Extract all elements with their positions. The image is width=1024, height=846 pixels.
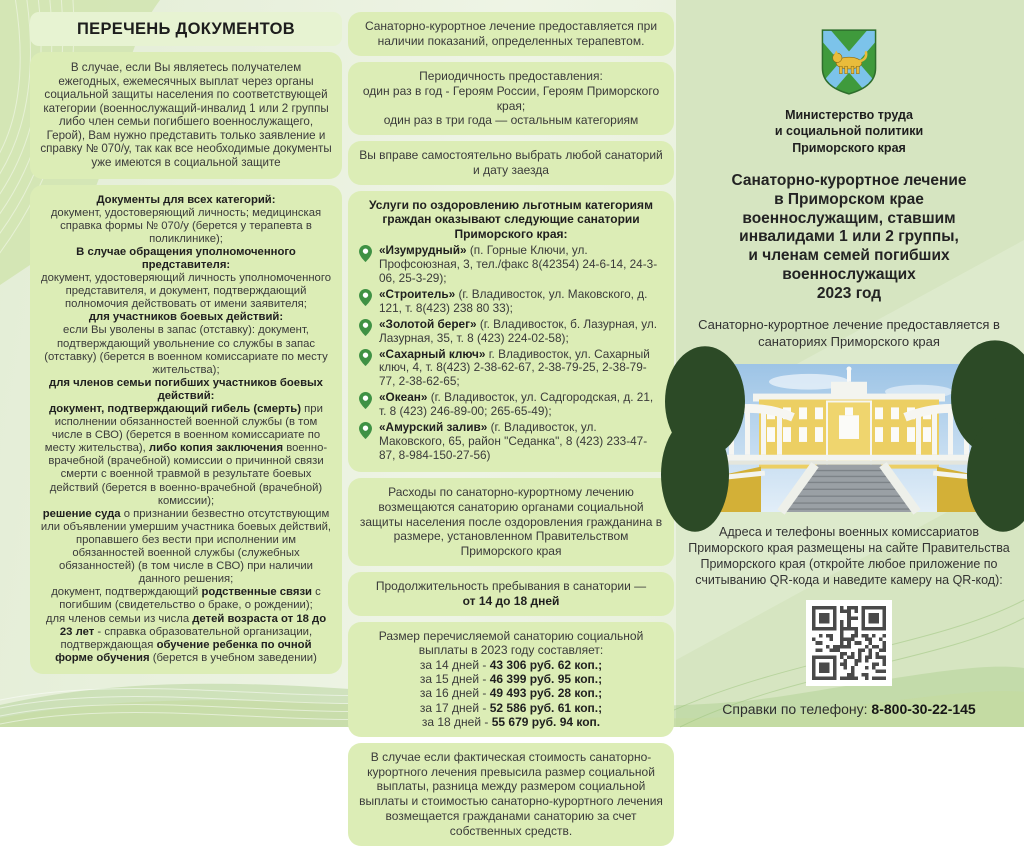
map-pin-icon	[359, 244, 376, 286]
sanatorium-photo	[689, 364, 1009, 512]
hotline-phone: Справки по телефону: 8-800-30-22-145	[722, 701, 976, 718]
intro-note-box	[30, 52, 342, 179]
choice-text: Вы вправе самостоятельно выбрать любой санаторий и дату заезда	[359, 148, 663, 178]
primorsky-krai-crest-icon	[820, 28, 878, 96]
sanatoria-item	[359, 391, 663, 419]
sanatorium-entry: «Изумрудный» (п. Горные Ключи, ул. Профсоюзная, 3, тел./факс 8(42354) 24-6-14, 24-3-06, 25-3-29);	[379, 243, 658, 285]
phone-number: 8-800-30-22-145	[871, 701, 976, 718]
indications-box	[348, 12, 674, 56]
payment-row: за 14 дней - 43 306 руб. 62 коп.;	[419, 657, 603, 672]
sanatorium-entry: «Океан» (г. Владивосток, ул. Садгородская, д. 21, т. 8 (423) 246-89-00; 265-65-49);	[379, 390, 654, 419]
brochure-subtitle: Санаторно-курортное лечение предоставляется в санаториях Приморского края	[698, 317, 1000, 349]
sanatorium-entry: «Амурский залив» (г. Владивосток, ул. Маковского, 65, район "Седанка", 8 (423) 233-47-87, 8-984-150-27-56)	[379, 420, 648, 462]
info-column	[348, 12, 674, 846]
military-commissariat-note: Адреса и телефоны военных комиссариатов Приморского края размещены на сайте Правительства Приморского края (откройте любое приложение по считыванию QR-кода и наведите камеру на QR-код):	[688, 524, 1010, 588]
sanatoria-item	[359, 288, 663, 316]
documents-header: ПЕРЕЧЕНЬ ДОКУМЕНТОВ	[77, 19, 295, 38]
payment-row: за 18 дней - 55 679 руб. 94 коп.	[421, 715, 601, 730]
sanatorium-entry: «Золотой берег» (г. Владивосток, б. Лазурная, ул. Лазурная, 35, т. 8 (423) 224-02-58);	[379, 316, 658, 345]
sanatoria-box	[348, 191, 674, 472]
map-pin-icon	[359, 391, 376, 419]
payment-row: за 16 дней - 49 493 руб. 28 коп.;	[419, 686, 603, 701]
map-pin-icon	[359, 421, 376, 463]
payment-box	[348, 622, 674, 737]
expenses-box	[348, 478, 674, 566]
map-pin-icon	[359, 318, 376, 346]
expenses-text: Расходы по санаторно-курортному лечению возмещаются санаторию органами социальной защиты населения после оздоровления гражданина в размере, установленном Правительством Приморского края	[359, 484, 663, 559]
map-pin-icon	[359, 288, 376, 316]
sanatoria-item	[359, 318, 663, 346]
map-pin-icon	[359, 348, 376, 390]
payment-row: за 15 дней - 46 399 руб. 95 коп.;	[419, 672, 603, 687]
sanatorium-entry: «Строитель» (г. Владивосток, ул. Маковского, д. 121, т. 8(423) 238 80 33);	[379, 286, 648, 315]
documents-list-box: Документы для всех категорий: документ, удостоверяющий личность; медицинская справка формы № 070/у (берется у терапевта в поликлинике); В случае обращения уполномоченного представителя: документ, удостоверяющий личность уполномоченного представителя, и документ, подтверждающий полномочия действовать от имени заявителя; для участников боевых действий: если Вы уволены в запас (отставку): документ, подтверждающий увольнение со службы в запас (отставку) (берется в военном комиссариате по месту жительства); для членов семьи погибших участников боевых действий: документ, подтверждающий гибель (смерть) при исполнении обязанностей военной службы (в том числе в СВО) (берется в военном комиссариате по месту жительства), либо копия заключения военно-врачебной (врачебной) комиссии о причинной связи смерти с военной травмой в результате боевых действий (берется в военно-врачебной (врачебной) комиссии); решение суда о признании безвестно отсутствующим или объявлении умершим участника боевых действий, пропавшего без вести при исполнении им обязанностей военной службы (служебных обязанностей) (в том числе в СВО) при наличии данного решения; документ, подтверждающий родственные связи с погибшим (свидетельство о браке, о рождении); для членов семьи из числа детей возраста от 18 до 23 лет - справка образовательной организации, подтверждающая обучение ребенка по очной форме обучения (берется в учебном заведении)	[30, 185, 342, 674]
sanatorium-entry: «Сахарный ключ» г. Владивосток, ул. Сахарный ключ, 4, т. 8(423) 2-38-62-67, 2-38-79-25, 2-38-79-77, 2-38-62-65;	[379, 346, 650, 389]
qr-code	[806, 600, 892, 686]
sanatoria-item	[359, 348, 663, 390]
sanatoria-item	[359, 244, 663, 286]
ministry-name: Министерство труда и социальной политики Приморского края	[774, 108, 924, 155]
payment-row: за 17 дней - 52 586 руб. 61 коп.;	[419, 700, 603, 715]
documents-column	[30, 12, 342, 674]
cover-column	[682, 0, 1016, 717]
excess-cost-text: В случае если фактическая стоимость санаторно-курортного лечения превысила размер социальной выплаты, разница между размером социальной выплаты и стоимостью санаторно-курортного лечения возмещается гражданами санаторию за счет собственных средств.	[359, 749, 663, 838]
sanatoria-heading: Услуги по оздоровлению льготным категориям граждан оказывают следующие санатории Приморского края:	[369, 198, 653, 241]
choice-box	[348, 141, 674, 185]
brochure-title: Санаторно-курортное лечение в Приморском крае военнослужащим, ставшим инвалидами 1 или 2 группы, и членам семей погибших военнослужащих 2023 год	[731, 171, 967, 303]
sanatoria-item	[359, 421, 663, 463]
intro-note-text: В случае, если Вы являетесь получателем ежегодных, ежемесячных выплат через органы социальной защиты населения по соответствующей категории (военнослужащий-инвалид 1 или 2 группы либо член семьи погибшего военнослужащего, Герой), Вам нужно представить только заявление и справку № 070/у, так как все необходимые документы уже имеются в социальной защите	[40, 61, 332, 169]
excess-cost-box	[348, 743, 674, 846]
documents-header-box	[30, 12, 342, 46]
payment-intro: Размер перечисляемой санаторию социальной выплаты в 2023 году составляет:	[378, 628, 644, 658]
indications-text: Санаторно-курортное лечение предоставляется при наличии показаний, определенных терапевтом.	[364, 19, 658, 48]
periodicity-box: Периодичность предоставления: один раз в год - Героям России, Героям Приморского края; один раз в три года — остальным категориям	[348, 62, 674, 136]
duration-box: Продолжительность пребывания в санатории — от 14 до 18 дней	[348, 572, 674, 616]
